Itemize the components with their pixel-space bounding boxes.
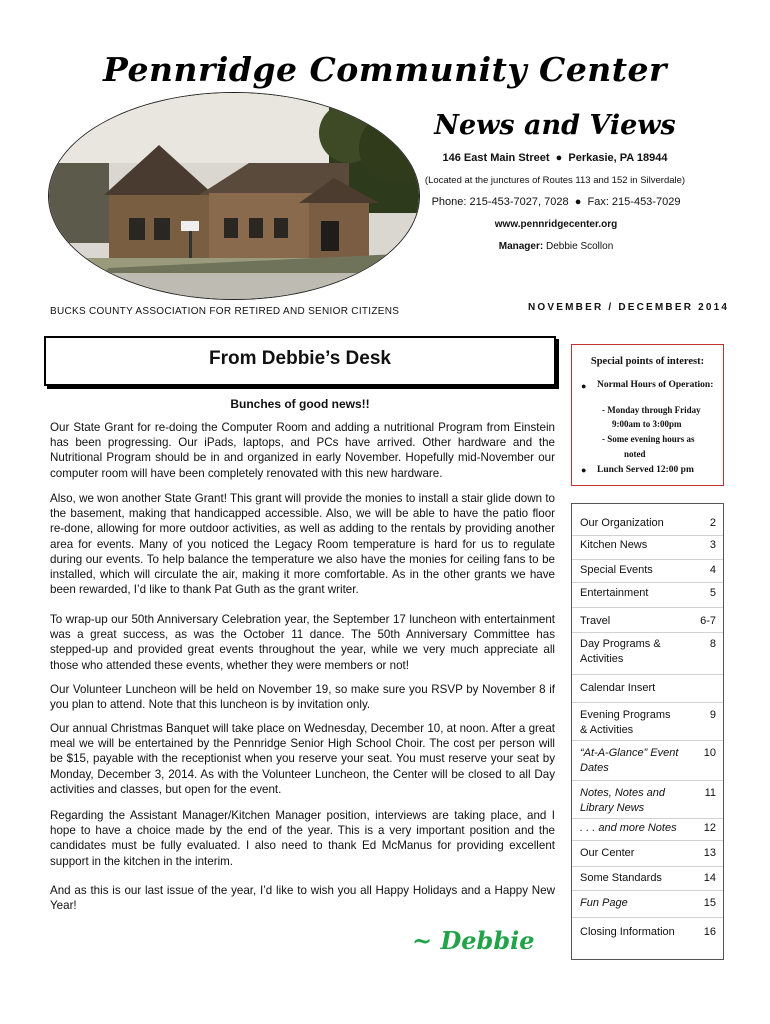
desk-title-box — [44, 336, 556, 386]
toc-label: Entertainment — [580, 587, 649, 599]
newsletter-title: Pennridge Community Center — [103, 50, 667, 89]
community-center-photo — [48, 92, 420, 300]
toc-page: 6-7 — [700, 615, 716, 627]
address-city: Perkasie, PA 18944 — [568, 152, 668, 164]
desk-title: From Debbie’s Desk — [209, 348, 391, 369]
lunch-time: Lunch Served 12:00 pm — [597, 465, 694, 475]
address-street: 146 East Main Street — [442, 152, 550, 164]
toc-divider — [572, 818, 723, 819]
address-line — [420, 152, 690, 164]
toc-divider — [572, 559, 723, 560]
desk-paragraph: Our Volunteer Luncheon will be held on November 19, so make sure you RSVP by November 8 if you plan to attend. Note that this luncheon is by invitation only. — [50, 683, 555, 712]
toc-page: 8 — [709, 638, 716, 650]
toc-label: Travel — [580, 615, 611, 627]
toc-divider — [572, 632, 723, 633]
toc-page: 5 — [709, 587, 716, 599]
bullet-icon: ● — [574, 196, 582, 208]
toc-page: 11 — [704, 787, 716, 799]
desk-paragraph: Regarding the Assistant Manager/Kitchen Manager position, interviews are taking place, and I hope to have a choice made by the end of the year. This is a very important position and the candidates must be fully evaluated. I also need to thank Ed McManus for providing excellent support in the kitchen in the interim. — [50, 809, 555, 868]
bullet-icon: ● — [581, 465, 587, 475]
signature: ~ Debbie — [412, 926, 535, 955]
toc-divider — [572, 840, 723, 841]
toc-label: Evening Programs & Activities — [580, 709, 671, 736]
table-of-contents — [571, 503, 724, 960]
toc-label: Notes, Notes and Library News — [580, 787, 665, 814]
toc-page: 2 — [709, 517, 716, 529]
desk-paragraph: Our State Grant for re-doing the Computer Room and adding a nutritional Program from Einstein has been progressing. Our iPads, laptops, and PCs have arrived. Other hardware and the Nutritional Program should be in and organized in early November. Hopefully mid-November our computer room will have been completely renovated with this new hardware. — [50, 421, 555, 480]
manager-line — [416, 241, 696, 252]
toc-label: Our Organization — [580, 517, 664, 529]
desk-paragraph: Also, we won another State Grant! This grant will provide the monies to install a stair glide down to the basement, making that handicapped accessible. Also, we will be able to have the patio floor re-done, allowing for more outdoor activities, as well as adding to the rentals by providing another area for events. Many of you noticed the Legacy Room temperature is hard for us to regulate during our events. To help balance the temperature we also have the monies for ceiling fans to be installed, which will circulate the air, making it more comfortable. As in the other grants we have been rewarded, I’d like to thank Pat Guth as the grant writer. — [50, 492, 555, 597]
toc-label: Special Events — [580, 564, 653, 576]
bullet-icon: ● — [581, 381, 587, 391]
desk-paragraph: Our annual Christmas Banquet will take place on Wednesday, December 10, at noon. After a great meal we will be entertained by the Pennridge Senior High School Choir. The cost per person will be $15, payable with the receptionist when you reserve your seat. You must reserve your seat by Monday, December 3, 2014. As with the Volunteer Luncheon, the Center will be closed to all Day activities and classes, but open for the event. — [50, 722, 555, 796]
toc-page: 15 — [703, 897, 716, 909]
hours-line-1: - Monday through Friday — [602, 405, 701, 415]
toc-page: 14 — [703, 872, 716, 884]
phone-number: Phone: 215-453-7027, 7028 — [431, 196, 569, 208]
toc-page: 13 — [703, 847, 716, 859]
bullet-icon: ● — [555, 152, 563, 164]
toc-divider — [572, 890, 723, 891]
toc-page: 4 — [709, 564, 716, 576]
toc-page: 10 — [703, 747, 716, 759]
toc-divider — [572, 702, 723, 703]
desk-subheading: Bunches of good news!! — [230, 397, 370, 411]
toc-divider — [572, 535, 723, 536]
toc-divider — [572, 607, 723, 608]
toc-divider — [572, 917, 723, 918]
desk-paragraph: And as this is our last issue of the year, I’d like to wish you all Happy Holidays and a Happy New Year! — [50, 884, 555, 913]
newsletter-subtitle: News and Views — [434, 110, 676, 141]
points-of-interest-title: Special points of interest: — [590, 356, 705, 367]
manager-label: Manager: — [498, 241, 544, 252]
toc-divider — [572, 780, 723, 781]
association-tagline: BUCKS COUNTY ASSOCIATION FOR RETIRED AND SENIOR CITIZENS — [50, 306, 400, 317]
fax-number: Fax: 215-453-7029 — [587, 196, 681, 208]
toc-label: Calendar Insert — [580, 682, 656, 694]
toc-label: Some Standards — [580, 872, 662, 884]
toc-divider — [572, 866, 723, 867]
toc-label: Closing Information — [580, 926, 675, 938]
building-illustration — [49, 93, 419, 299]
toc-divider — [572, 674, 723, 675]
hours-line-3: - Some evening hours as — [602, 434, 695, 444]
phone-fax-line — [416, 196, 696, 208]
toc-label: “At-A-Glance” Event Dates — [580, 747, 679, 774]
toc-page: 9 — [709, 709, 716, 721]
toc-divider — [572, 582, 723, 583]
hours-line-2: 9:00am to 3:00pm — [612, 419, 682, 429]
toc-label: Day Programs & Activities — [580, 638, 661, 665]
toc-label: . . . and more Notes — [580, 822, 677, 834]
toc-page: 3 — [709, 539, 716, 551]
issue-date: NOVEMBER / DECEMBER 2014 — [528, 302, 730, 313]
toc-label: Kitchen News — [580, 539, 648, 551]
toc-page: 12 — [703, 822, 716, 834]
toc-divider — [572, 740, 723, 741]
hours-label: Normal Hours of Operation: — [597, 380, 714, 390]
toc-label: Our Center — [580, 847, 635, 859]
hours-line-4: noted — [624, 449, 646, 459]
toc-page: 16 — [703, 926, 716, 938]
website-link[interactable]: www.pennridgecenter.org — [494, 219, 618, 230]
desk-paragraph: To wrap-up our 50th Anniversary Celebration year, the September 17 luncheon with entertainment was a great success, as was the October 11 dance. The 50th Anniversary Committee has stepped-up and provided great events throughout the year, while we very much appreciate all those who attended these events, whether they were members or not! — [50, 613, 555, 672]
manager-name: Debbie Scollon — [545, 241, 614, 252]
toc-label: Fun Page — [580, 897, 628, 909]
location-note: (Located at the junctures of Routes 113 and 152 in Silverdale) — [424, 175, 686, 186]
points-of-interest-box — [571, 344, 724, 486]
